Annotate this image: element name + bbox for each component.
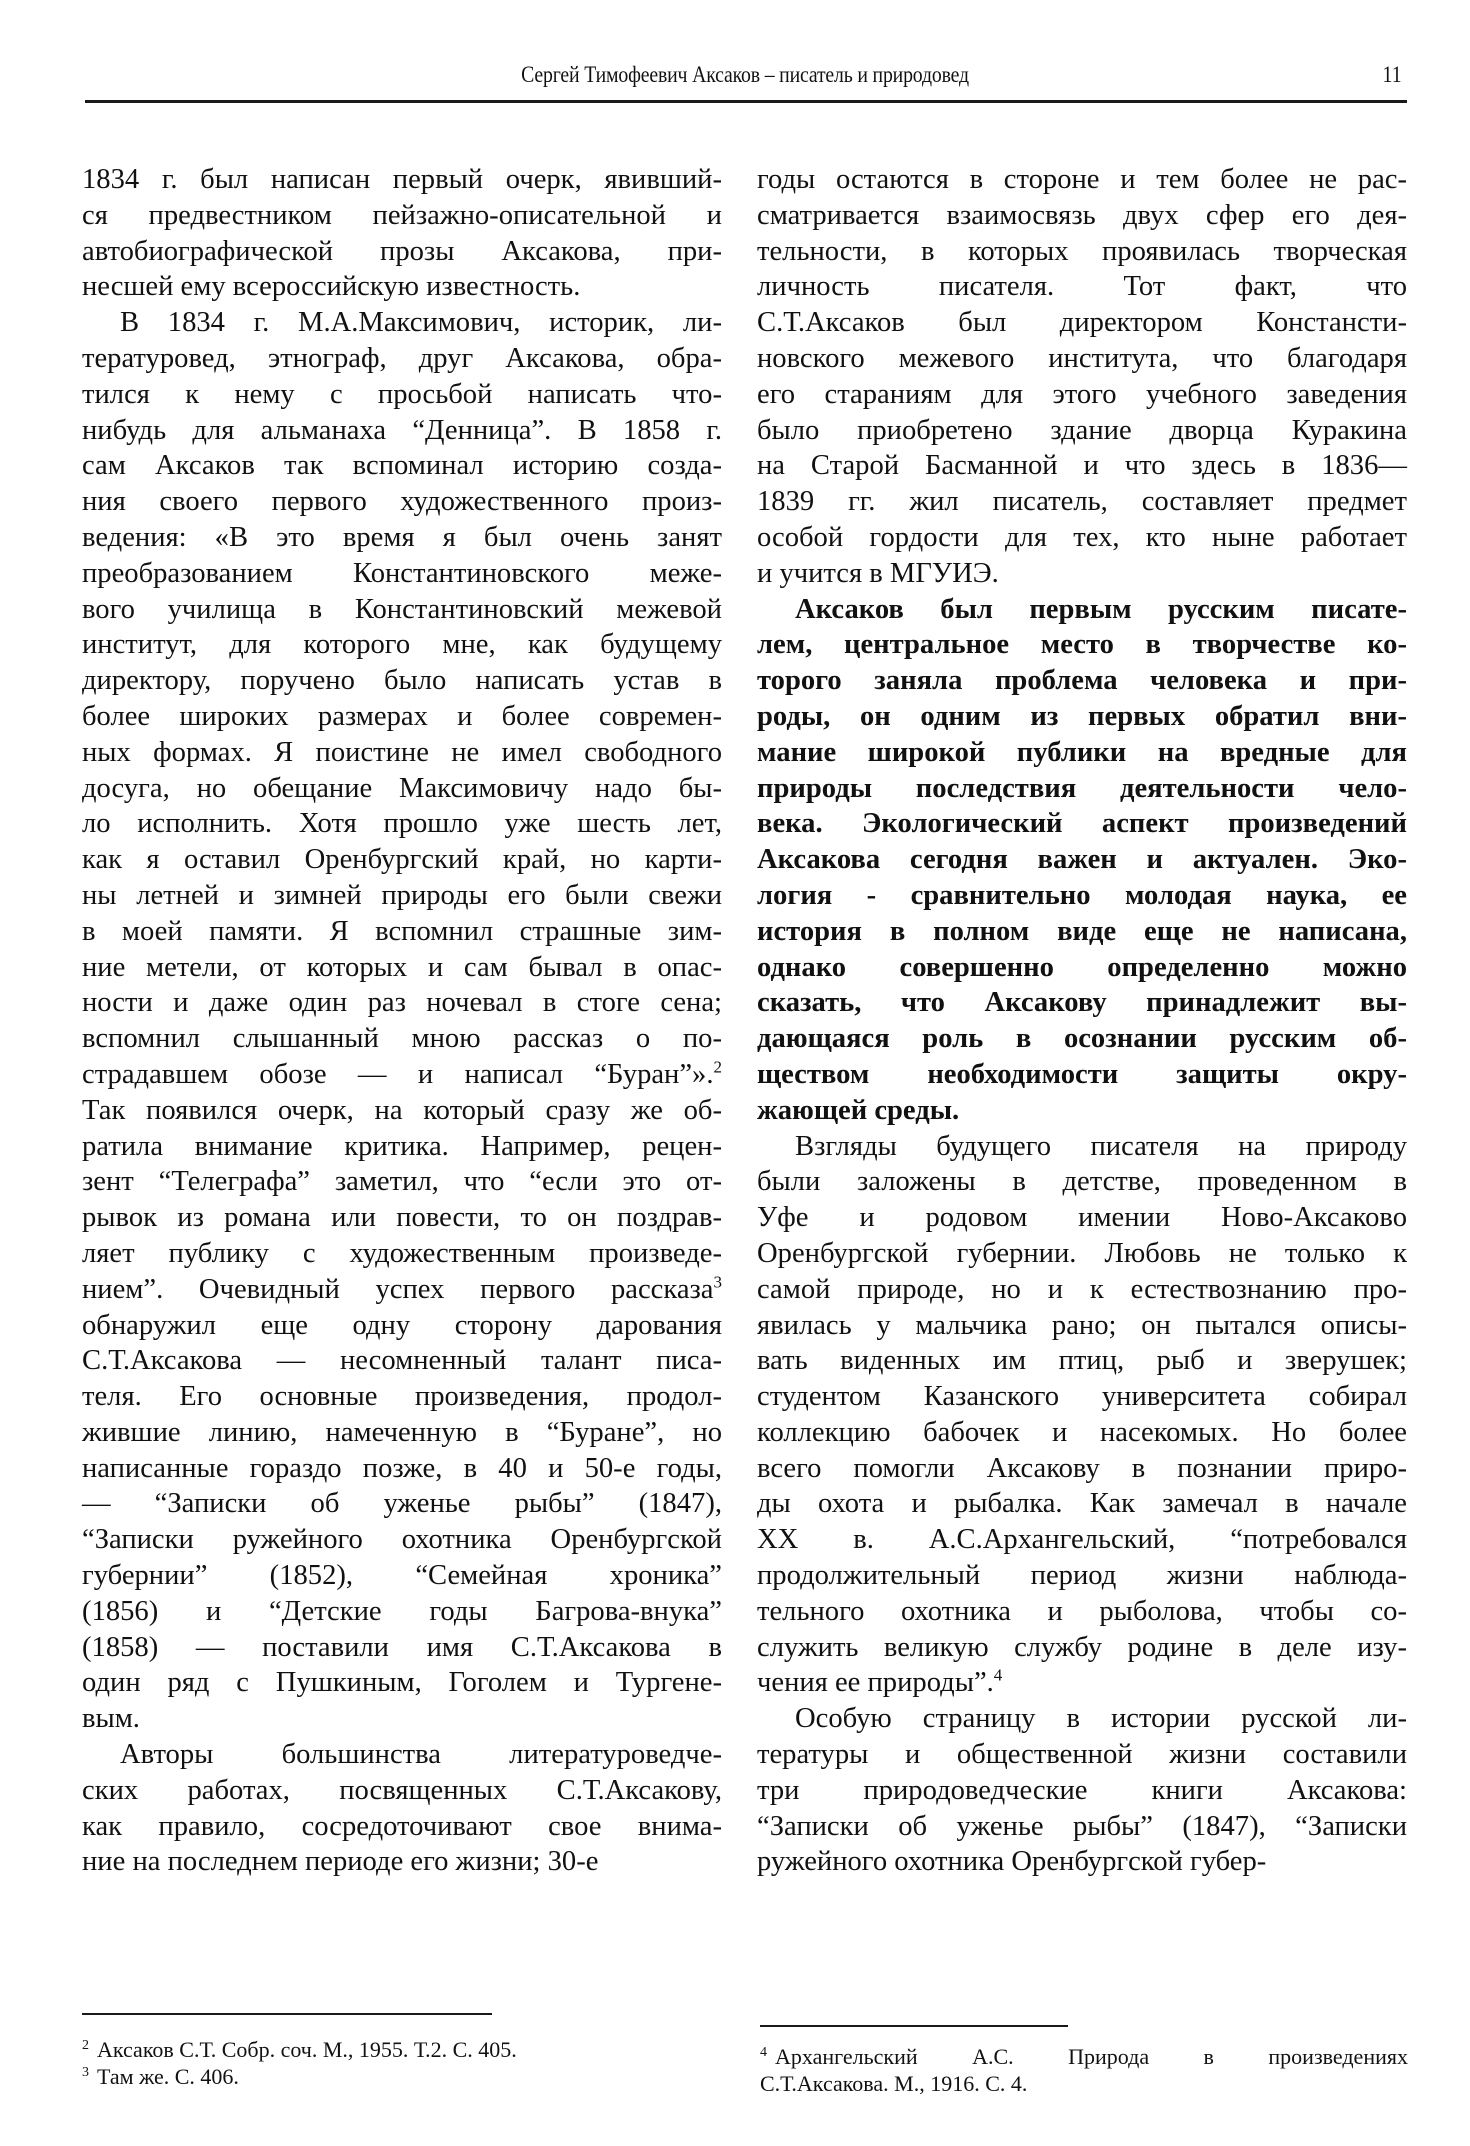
- text-line: лем, центральное место в творчестве ко-: [757, 629, 1407, 661]
- text-line: Уфе и родовом имении Ново-Аксаково: [757, 1202, 1407, 1234]
- text-line: Особую страницу в истории русской ли-: [795, 1703, 1407, 1735]
- text-line: С.Т.Аксаков был директором Констансти-: [757, 307, 1407, 339]
- text-line: в моей памяти. Я вспомнил страшные зим-: [82, 915, 722, 947]
- text-line: тился к нему с просьбой написать что-: [82, 378, 722, 410]
- text-line: ведения: «В это время я был очень занят: [82, 521, 722, 553]
- text-line: сказать, что Аксакову принадлежит вы-: [757, 987, 1407, 1019]
- footnote-reference[interactable]: 2: [713, 1057, 722, 1077]
- text-line: ружейного охотника Оренбургской губер-: [757, 1846, 1267, 1878]
- text-line: тературы и общественной жизни составили: [757, 1739, 1407, 1771]
- text-line: написанные гораздо позже, в 40 и 50-е годы,: [82, 1452, 722, 1484]
- text-line: мание широкой публики на вредные для: [757, 736, 1407, 768]
- text-line: С.Т.Аксакова — несомненный талант писа-: [82, 1345, 722, 1377]
- text-line: — “Записки об уженье рыбы” (1847),: [82, 1488, 722, 1520]
- text-line: обнаружил еще одну сторону дарования: [82, 1309, 722, 1341]
- text-line: было приобретено здание дворца Куракина: [757, 414, 1407, 446]
- text-line: ратила внимание критика. Например, рецен-: [82, 1130, 722, 1162]
- text-line: и учится в МГУИЭ.: [757, 557, 999, 589]
- text-line: однако совершенно определенно можно: [757, 951, 1407, 983]
- text-line: (1858) — поставили имя С.Т.Аксакова в: [82, 1631, 722, 1663]
- footnote-reference[interactable]: 3: [713, 1272, 722, 1292]
- text-line: тературовед, этнограф, друг Аксакова, обра-: [82, 342, 722, 374]
- text-line: особой гордости для тех, кто ныне работает: [757, 521, 1407, 553]
- text-line: логия - сравнительно молодая наука, ее: [757, 879, 1407, 911]
- text-line: губернии” (1852), “Семейная хроника”: [82, 1560, 722, 1592]
- text-line: несшей ему всероссийскую известность.: [82, 271, 581, 303]
- footnote-reference[interactable]: 4: [993, 1665, 1003, 1685]
- page-number: 11: [1382, 62, 1402, 87]
- text-line: торого заняла проблема человека и при-: [757, 665, 1407, 697]
- text-line: ды охота и рыбалка. Как замечал в начале: [757, 1488, 1407, 1520]
- text-line: вым.: [82, 1703, 140, 1735]
- text-line: ности и даже один раз ночевал в стоге сена;: [82, 987, 722, 1019]
- text-line: ло исполнить. Хотя прошло уже шесть лет,: [82, 808, 722, 840]
- text-line: жившие линию, намеченную в “Буране”, но: [82, 1416, 722, 1448]
- text-line: природы последствия деятельности чело-: [757, 772, 1407, 804]
- text-line: дающаяся роль в осознании русским об-: [757, 1023, 1407, 1055]
- footnote-4: $^4$ Архангельский А.С. Природа в произведениях: [760, 2044, 1408, 2069]
- text-line: годы остаются в стороне и тем более не рас-: [757, 164, 1407, 195]
- text-line: Оренбургской губернии. Любовь не только к: [757, 1237, 1407, 1269]
- text-line: зент “Телеграфа” заметил, что “если это от-: [82, 1166, 722, 1198]
- text-line: коллекцию бабочек и насекомых. Но более: [757, 1416, 1407, 1448]
- footnotes-left: [82, 2036, 722, 2090]
- text-line: ществом необходимости защиты окру-: [757, 1058, 1407, 1090]
- header-rule: [85, 100, 1407, 103]
- text-line: всего помогли Аксакову в познании приро-: [757, 1452, 1407, 1484]
- text-line: на Старой Басманной и что здесь в 1836—: [757, 450, 1407, 482]
- text-line: ских работах, посвященных С.Т.Аксакову,: [82, 1774, 722, 1806]
- text-line: страдавшем обозе — и написал “Буран”».$^2$: [82, 1057, 722, 1090]
- text-line: Так появился очерк, на который сразу же об-: [82, 1094, 722, 1126]
- text-line: В 1834 г. М.А.Максимович, историк, ли-: [120, 307, 722, 339]
- text-line: ных формах. Я поистине не имел свободного: [82, 736, 722, 768]
- running-title: Сергей Тимофеевич Аксаков – писатель и природовед: [521, 62, 969, 87]
- footnotes-right: [760, 2043, 1408, 2097]
- text-line: были заложены в детстве, проведенном в: [757, 1166, 1407, 1198]
- text-line: 1834 г. был написан первый очерк, явивший-: [82, 164, 722, 195]
- right-column: [757, 162, 1407, 1880]
- text-line: продолжительный период жизни наблюда-: [757, 1560, 1407, 1592]
- text-line: директору, поручено было написать устав в: [82, 665, 722, 697]
- text-line: ние метели, от которых и сам бывал в опас-: [82, 951, 722, 983]
- text-line: чения ее природы”.$^4$: [757, 1665, 1003, 1699]
- text-line: служить великую службу родине в деле изу-: [757, 1631, 1407, 1663]
- text-line: ны летней и зимней природы его были свежи: [82, 879, 722, 911]
- text-line: сматривается взаимосвязь двух сфер его дея-: [757, 199, 1407, 231]
- text-line: (1856) и “Детские годы Багрова-внука”: [82, 1595, 722, 1627]
- text-line: как я оставил Оренбургский край, но карти-: [82, 844, 722, 876]
- text-line: века. Экологический аспект произведений: [757, 808, 1407, 840]
- text-line: один ряд с Пушкиным, Гоголем и Тургене-: [82, 1667, 722, 1699]
- footnote-divider-right: [760, 2025, 1068, 2027]
- text-line: “Записки об уженье рыбы” (1847), “Записки: [757, 1810, 1407, 1842]
- text-line: сам Аксаков так вспоминал историю созда-: [82, 450, 722, 482]
- text-line: Аксаков был первым русским писате-: [795, 593, 1407, 625]
- text-line: тельности, в которых проявилась творческая: [757, 235, 1407, 267]
- footnote-3: $^3$ Там же. С. 406.: [82, 2064, 239, 2089]
- text-line: “Записки ружейного охотника Оренбургской: [82, 1524, 722, 1556]
- text-line: Авторы большинства литературоведче-: [120, 1739, 722, 1771]
- text-line: роды, он одним из первых обратил вни-: [757, 700, 1407, 732]
- text-line: тельного охотника и рыболова, чтобы со-: [757, 1595, 1407, 1627]
- text-line: три природоведческие книги Аксакова:: [757, 1774, 1407, 1806]
- text-line: теля. Его основные произведения, продол-: [82, 1381, 722, 1413]
- text-line: ние на последнем периоде его жизни; 30-е: [82, 1846, 599, 1878]
- running-head: [85, 62, 1405, 102]
- text-line: история в полном виде еще не написана,: [757, 915, 1407, 947]
- text-line: вать виденных им птиц, рыб и зверушек;: [757, 1345, 1407, 1377]
- text-line: как правило, сосредоточивают свое внима-: [82, 1810, 722, 1842]
- text-line: досуга, но обещание Максимовичу надо бы-: [82, 772, 722, 804]
- text-line: ния своего первого художественного произ-: [82, 486, 722, 518]
- text-line: новского межевого института, что благодаря: [757, 342, 1407, 374]
- footnote-divider-left: [82, 2013, 492, 2015]
- text-line: самой природе, но и к естествознанию про-: [757, 1273, 1407, 1305]
- text-line: студентом Казанского университета собирал: [757, 1381, 1407, 1413]
- text-line: Аксакова сегодня важен и актуален. Эко-: [757, 844, 1407, 876]
- text-line: рывок из романа или повести, то он поздрав-: [82, 1202, 722, 1234]
- text-line: вспомнил слышанный мною рассказ о по-: [82, 1023, 722, 1055]
- text-line: Взгляды будущего писателя на природу: [795, 1130, 1407, 1162]
- text-line: более широких размерах и более современ-: [82, 700, 722, 732]
- text-line: жающей среды.: [757, 1094, 960, 1126]
- text-line: XX в. А.С.Архангельский, “потребовался: [757, 1524, 1407, 1556]
- text-line: вого училища в Константиновский межевой: [82, 593, 722, 625]
- text-line: личность писателя. Тот факт, что: [757, 271, 1407, 303]
- text-line: его стараниям для этого учебного заведения: [757, 378, 1407, 410]
- left-column: [82, 162, 722, 1880]
- text-line: нием”. Очевидный успех первого рассказа$^3$: [82, 1272, 722, 1305]
- text-line: институт, для которого мне, как будущему: [82, 629, 722, 661]
- footnote-2: $^2$ Аксаков С.Т. Собр. соч. М., 1955. Т.2. С. 405.: [82, 2037, 517, 2062]
- text-line: 1839 гг. жил писатель, составляет предмет: [757, 486, 1407, 518]
- text-line: ляет публику с художественным произведе-: [82, 1237, 722, 1269]
- text-line: явилась у мальчика рано; он пытался описы-: [757, 1309, 1407, 1341]
- text-line: преобразованием Константиновского меже-: [82, 557, 722, 589]
- text-line: ся предвестником пейзажно-описательной и: [82, 199, 722, 231]
- text-line: нибудь для альманаха “Денница”. В 1858 г.: [82, 414, 722, 446]
- footnote-4-continuation: С.Т.Аксакова. М., 1916. С. 4.: [760, 2071, 1028, 2096]
- text-line: автобиографической прозы Аксакова, при-: [82, 235, 722, 267]
